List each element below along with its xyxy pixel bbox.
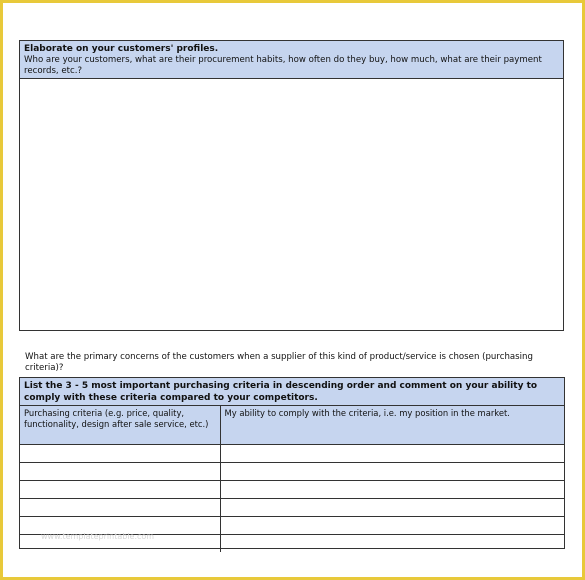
column-header-criteria: Purchasing criteria (e.g. price, quality, functionality, design after sale service, etc.) xyxy=(20,406,220,445)
customer-profiles-section xyxy=(19,40,564,331)
ability-cell[interactable] xyxy=(220,517,564,535)
ability-cell[interactable] xyxy=(220,481,564,499)
criteria-cell[interactable] xyxy=(20,445,220,463)
ability-cell[interactable] xyxy=(220,445,564,463)
primary-concerns-question: What are the primary concerns of the customers when a supplier of this kind of product/service is chosen (purchasing criteria)? xyxy=(25,352,533,373)
purchasing-criteria-title: List the 3 - 5 most important purchasing criteria in descending order and comment on your ability to comply with these criteria compared to your competitors. xyxy=(24,381,538,403)
table-row xyxy=(20,481,564,499)
criteria-cell[interactable] xyxy=(20,463,220,481)
table-row xyxy=(20,499,564,517)
ability-cell[interactable] xyxy=(220,463,564,481)
table-row xyxy=(20,463,564,481)
customer-profiles-title: Elaborate on your customers' profiles. xyxy=(24,44,219,54)
criteria-cell[interactable] xyxy=(20,499,220,517)
criteria-cell[interactable] xyxy=(20,481,220,499)
ability-cell[interactable] xyxy=(220,499,564,517)
watermark-text: www.templateprintable.com xyxy=(41,532,155,541)
purchasing-criteria-section xyxy=(19,377,565,549)
table-header-row xyxy=(20,406,564,445)
purchasing-criteria-header xyxy=(20,378,564,406)
ability-cell[interactable] xyxy=(220,535,564,553)
purchasing-criteria-table xyxy=(20,406,564,552)
customer-profiles-header xyxy=(20,41,563,79)
customer-profiles-answer-area[interactable] xyxy=(20,79,563,329)
column-header-ability: My ability to comply with the criteria, i.e. my position in the market. xyxy=(220,406,564,445)
customer-profiles-description: Who are your customers, what are their procurement habits, how often do they buy, how much, what are their payment records, etc.? xyxy=(24,55,542,76)
table-row xyxy=(20,445,564,463)
